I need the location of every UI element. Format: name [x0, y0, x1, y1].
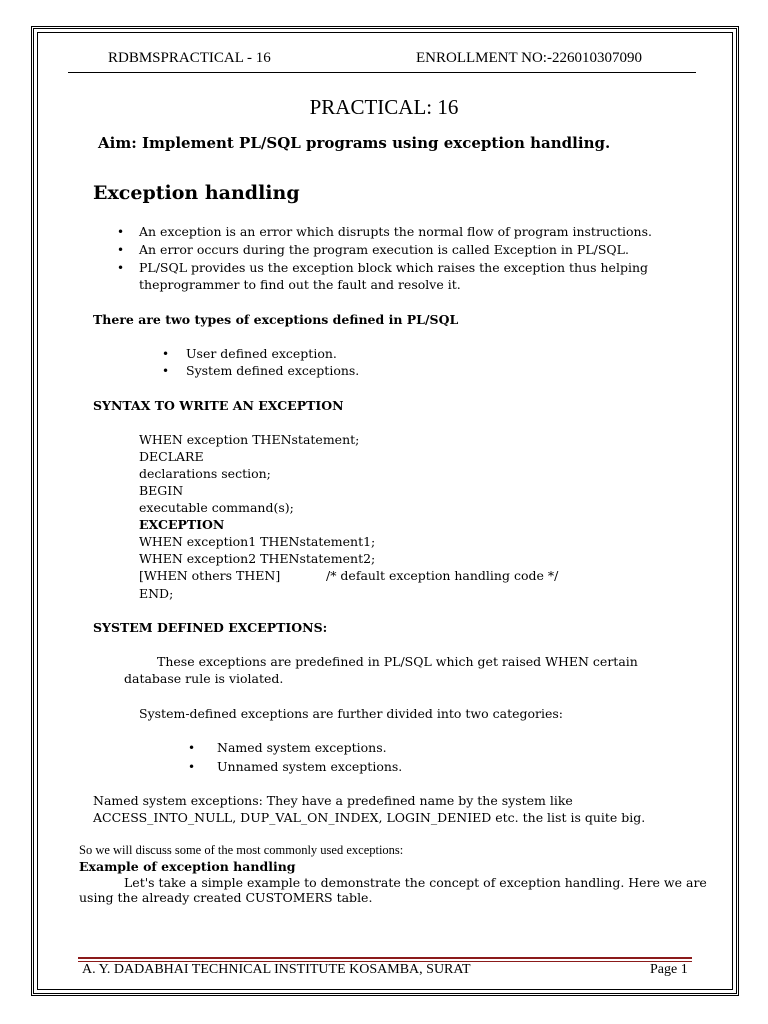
list-item-continued: theprogrammer to find out the fault and resolve it.: [139, 277, 461, 292]
list-item: An error occurs during the program execution is called Exception in PL/SQL.: [139, 242, 629, 257]
section-heading: Exception handling: [93, 182, 300, 204]
list-item: System defined exceptions.: [186, 363, 360, 378]
footer-rule: [78, 957, 692, 959]
list-item: Unnamed system exceptions.: [217, 759, 403, 774]
syntax-line: declarations section;: [139, 466, 271, 481]
header-rule: [68, 72, 696, 73]
bullet-icon: •: [162, 364, 170, 378]
bullet-icon: •: [117, 225, 125, 239]
syntax-line: WHEN exception2 THENstatement2;: [139, 551, 376, 566]
list-item: PL/SQL provides us the exception block which raises the exception thus helping: [139, 260, 649, 275]
page-title: PRACTICAL: 16: [309, 95, 459, 119]
bullet-icon: •: [117, 261, 125, 275]
list-item: Named system exceptions.: [217, 740, 387, 755]
types-heading: There are two types of exceptions defined in PL/SQL: [93, 312, 459, 327]
syntax-line: BEGIN: [139, 483, 184, 498]
syntax-line: END;: [139, 586, 174, 601]
header-course: RDBMSPRACTICAL - 16: [108, 50, 271, 66]
example-paragraph-continued: using the already created CUSTOMERS table.: [79, 890, 373, 905]
aim-text: Aim: Implement PL/SQL programs using exception handling.: [98, 134, 611, 152]
footer-institute: A. Y. DADABHAI TECHNICAL INSTITUTE KOSAMBA, SURAT: [82, 962, 471, 977]
named-exceptions-list: ACCESS_INTO_NULL, DUP_VAL_ON_INDEX, LOGIN_DENIED etc. the list is quite big.: [93, 810, 646, 825]
example-paragraph: Let's take a simple example to demonstrate the concept of exception handling. Here we are: [124, 875, 707, 890]
page-number: Page 1: [650, 962, 688, 977]
system-paragraph: These exceptions are predefined in PL/SQL which get raised WHEN certain: [157, 654, 638, 669]
bullet-icon: •: [117, 243, 125, 257]
syntax-comment: /* default exception handling code */: [326, 568, 559, 583]
bullet-icon: •: [188, 760, 196, 774]
example-heading: Example of exception handling: [79, 859, 296, 874]
syntax-heading: SYNTAX TO WRITE AN EXCEPTION: [93, 398, 344, 413]
bullet-icon: •: [162, 347, 170, 361]
named-exceptions-paragraph: Named system exceptions: They have a predefined name by the system like: [93, 793, 573, 808]
list-item: User defined exception.: [186, 346, 337, 361]
list-item: An exception is an error which disrupts the normal flow of program instructions.: [139, 224, 652, 239]
header-enrollment: ENROLLMENT NO:-226010307090: [416, 50, 642, 66]
system-heading: SYSTEM DEFINED EXCEPTIONS:: [93, 620, 328, 635]
syntax-line: EXCEPTION: [139, 517, 225, 532]
syntax-line: [WHEN others THEN]: [139, 568, 281, 583]
system-paragraph-continued: database rule is violated.: [124, 671, 284, 686]
syntax-line: DECLARE: [139, 449, 204, 464]
discuss-line: So we will discuss some of the most commonly used exceptions:: [79, 843, 404, 857]
bullet-icon: •: [188, 741, 196, 755]
syntax-line: executable command(s);: [139, 500, 294, 515]
syntax-line: WHEN exception1 THENstatement1;: [139, 534, 376, 549]
syntax-line: WHEN exception THENstatement;: [139, 432, 360, 447]
system-categories-text: System-defined exceptions are further divided into two categories:: [139, 706, 564, 721]
